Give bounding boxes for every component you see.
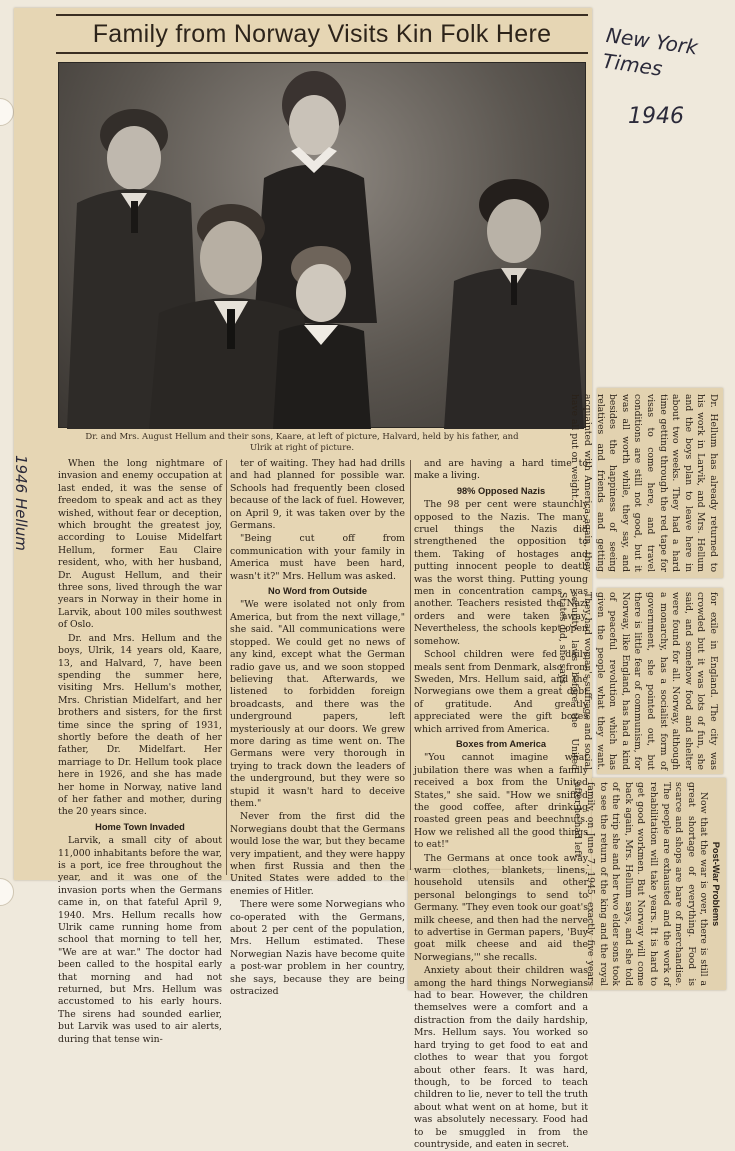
paragraph: Dr. and Mrs. Hellum and the boys, Ulrik, 14 years old, Kaare, 13, and Halvard, 7, have been spending the summer here, visiting Mrs. Hellum's mother, Mrs. Christian Midelfart, and her brothers and sisters, for the first time since the spring of 1931, shortly before the death of her father, Dr. Midelfart. Her marriage to Dr. Hellum took place here in 1926, and she has made her home in Norway, native land of her father and mother, during the 20 years since. (58, 632, 222, 818)
paragraph: When the long nightmare of invasion and enemy occupation at last ended, it was the sense of freedom to speak and act as they wished, without fear or deception, which brought the greatest joy, according to Louise Midelfart Hellum, former Eau Claire resident, who, with her husband, Dr. August Hellum, and their three sons, lived through the war years in Norway in their home in Larvik, about 100 miles southwest of Oslo. (58, 458, 222, 631)
paragraph: "You cannot imagine what jubilation there was when a family received a box from the United States," she said. "How we sniffed the good coffee, after drinking roasted green peas and beechnuts. How we relished all the good things to eat!" (414, 752, 588, 851)
paragraph: Anxiety about their children was among the hard things Norwegians had to bear. However, the children themselves were a comfort and a distraction from the daily hardship, Mrs. Hellum says. You worked so hard trying to get food to eat and clothes to wear that you forgot about other fears. It was hard, though, to be forced to teach children to lie, never to tell the truth about what went on at home, but it was absolutely necessary. Food had to be smuggled in from the countryside, and eaten in secret. (414, 965, 588, 1150)
handwritten-source (601, 22, 727, 90)
column-rule (226, 460, 227, 875)
article-column-2 (230, 458, 405, 998)
subheading: Boxes from America (455, 738, 547, 749)
paragraph: Now that the war is over, there is still a great shortage of everything. Food is scarce and shops are bare of merchandise. The people are exhausted and the work of rehabilitation will take years. It is hard to get good workmen. But Norway will come back again, Mrs. Hellum says, and she told of the trip she and her two elder sons took to see the return of the king and the royal family, on June 7, 1945, exactly five years after he had left (572, 782, 710, 986)
side-clipping-2 (556, 588, 723, 774)
paragraph: Larvik, a small city of about 11,000 inhabitants before the war, is a port, ice free throughout the year, and it was one of the invasion ports when the Germans came in, on that fateful April 9, 1940. Mrs. Hellum recalls how Ulrik came running home from school that morning to tell her, "We are at war." The doctor had been called to the hospital early that morning and had not returned, but Mrs. Hellum was accustomed to his early hours. The sirens had sounded earlier, but Larvik was used to air alerts, during that tense win- (58, 835, 222, 1045)
paragraph: There were some Norwegians who co-operated with the Germans, about 2 per cent of the population, Mrs. Hellum estimated. These Norwegian Nazis have become quite a post-war problem in her country, she says, because they are being ostracized (230, 899, 405, 998)
punch-hole (0, 98, 14, 126)
rotated-text-block: Dr. Hellum has already returned to his work in Larvik, and Mrs. Hellum and the boys plan to leave here in about two weeks. They had a hard time getting through the red tape for visas to come here, and travel conditions are still not good, but it was all worth while, they say, and besides the happiness of seeing relatives and friends and getting acquainted with America again, they have all put on weight. (569, 394, 719, 572)
headline: Family from Norway Visits Kin Folk Here (92, 19, 552, 48)
handwritten-source-text: New York Times (601, 22, 700, 81)
paragraph: Never from the first did the Norwegians doubt that the Germans would lose the war, but they became very impatient, and they were happy when first Russia and then the United States were added to the enemies of Hitler. (230, 811, 405, 897)
family-photo-figures (59, 63, 587, 429)
subheading: Home Town Invaded (95, 821, 185, 832)
handwritten-margin-note: 1946 Hellum (12, 455, 30, 551)
paragraph: School children were fed daily meals sent from Denmark, also from Sweden, Mrs. Hellum said, and the Norwegians owe them a great debt of gratitude. And greatly appreciated were the gift boxes which arrived from America. (414, 649, 588, 735)
rotated-text-block (572, 782, 722, 986)
handwritten-year: 1946 (628, 104, 684, 129)
headline-box (56, 14, 588, 54)
paragraph: "Being cut off from communication with your family in America must have been hard, wasn't it?" Mrs. Hellum was asked. (230, 533, 405, 582)
subheading: Post-War Problems (711, 841, 721, 927)
family-photo (58, 62, 586, 428)
side-clipping-1 (569, 388, 723, 578)
photo-caption: Dr. and Mrs. August Hellum and their sons, Kaare, at left of picture, Halvard, held by his father, and Ulrik at right of picture. (85, 432, 519, 453)
article-column-3 (414, 458, 588, 1150)
paragraph: The 98 per cent were staunchly opposed to the Nazis. The many cruel things the Nazis did strengthened the opposition to them. Taking of hostages and putting innocent people to death was the worst thing. Putting young men in concentration camps was another. Teachers resisted the Nazi orders and were taken away. Nevertheless, the schools kept open somehow. (414, 499, 588, 647)
paragraph: "We were isolated not only from America, but from the next village," she said. "All communications were stopped. We could get no news of any kind, except what the German radio gave us, and we soon stopped believing that. Afterwards, we listened to forbidden foreign broadcasts, and there was the underground papers, left mysteriously at our doors. We grew more daring as time went on. The Germans were very thorough in trying to track down the leaders of the underground, but they were so stupid it wasn't hard to deceive them." (230, 599, 405, 809)
paragraph: The Germans at once took away warm clothes, blankets, linens, household utensils and other personal belongings to send to Germany. "They even took our goat's milk cheese, and then had the nerve to advertise in German papers, 'Buy goat milk cheese and aid the Norwegians,'" she recalls. (414, 852, 588, 963)
article-column-1 (58, 458, 222, 1045)
paragraph: and are having a hard time to make a living. (414, 458, 588, 482)
punch-hole (0, 878, 14, 906)
paragraph: ter of waiting. They had had drills and had planned for possible war. Schools had frequently been closed because of the lack of fuel. However, on April 9, it was taken over by the Germans. (230, 458, 405, 532)
side-clipping-3 (572, 778, 726, 990)
rotated-text-block: for exile in England. The city was crowded but it was lots of fun, she said, and somehow food and shelter were found for all. Norway, although a monarchy, has a socialist form of government, she pointed out, but there is little fear of communism, for Norway, like England, has had a kind of peaceful revolution which has given the people what they want. They had woman's suffrage and social security laws before the United States did, she says. (556, 592, 719, 770)
column-rule (410, 460, 411, 875)
subheading: 98% Opposed Nazis (456, 485, 546, 496)
subheading: No Word from Outside (268, 586, 367, 597)
